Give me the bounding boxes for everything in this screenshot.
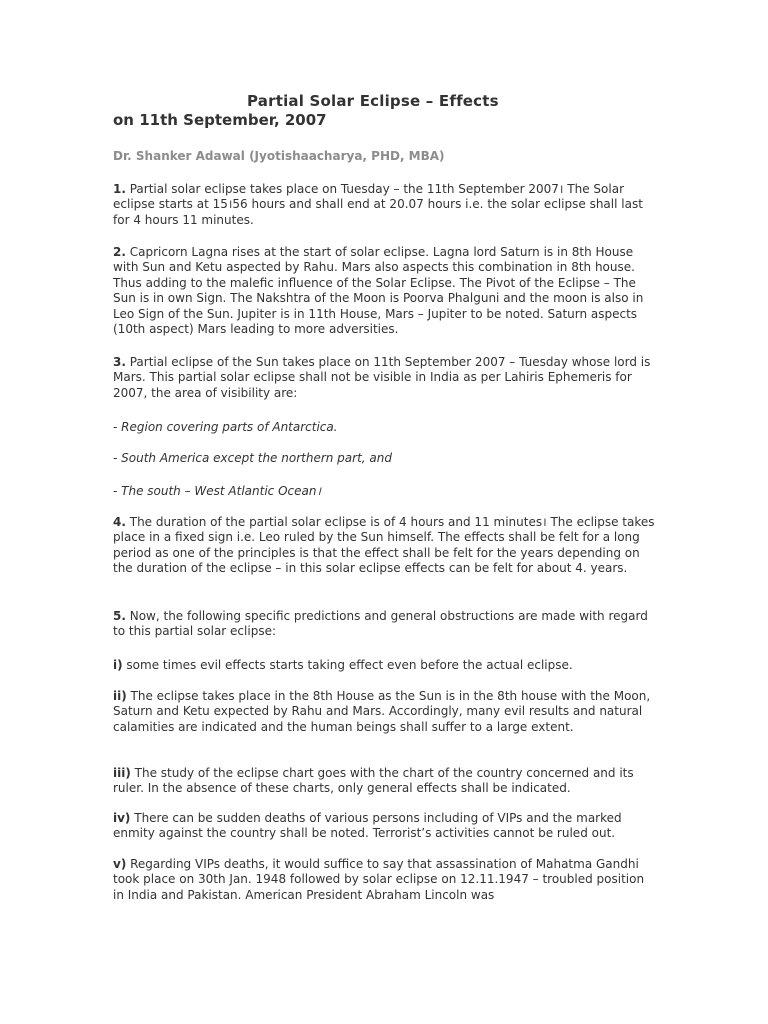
- paragraph-text: There can be sudden deaths of various persons including of VIPs and the marked enmity against the country shall be noted. Terrorist’s activities cannot be ruled out.: [113, 811, 622, 841]
- paragraph-number: i): [113, 658, 123, 672]
- paragraph-1: [113, 182, 658, 228]
- paragraph-number: 3.: [113, 355, 126, 369]
- paragraph-number: iv): [113, 811, 131, 825]
- paragraph-text: Regarding VIPs deaths, it would suffice to say that assassination of Mahatma Gandhi took place on 30th Jan. 1948 followed by solar eclipse on 12.11.1947 – troubled position in India and Pakistan. American President Abraham Lincoln was: [113, 857, 645, 902]
- paragraph-text: The duration of the partial solar eclipse is of 4 hours and 11 minutes। The eclipse takes place in a fixed sign i.e. Leo ruled by the Sun himself. The effects shall be felt for a long period as one of the principles is that the effect shall be felt for the years depending on the duration of the eclipse – in this solar eclipse effects can be felt for about 4. years.: [113, 515, 655, 576]
- paragraph-number: 4.: [113, 515, 126, 529]
- prediction-v: [113, 857, 658, 903]
- paragraph-text: The study of the eclipse chart goes with the chart of the country concerned and its ruler. In the absence of these charts, only general effects shall be indicated.: [113, 766, 634, 796]
- prediction-iv: [113, 811, 658, 842]
- document-subtitle: on 11th September, 2007: [113, 111, 327, 129]
- paragraph-number: v): [113, 857, 127, 871]
- paragraph-number: ii): [113, 689, 127, 703]
- paragraph-number: 1.: [113, 182, 126, 196]
- author-line: Dr. Shanker Adawal (Jyotishaacharya, PHD, MBA): [113, 149, 445, 163]
- visibility-area-item: - The south – West Atlantic Ocean।: [113, 484, 322, 498]
- visibility-area-item: - Region covering parts of Antarctica.: [113, 420, 338, 434]
- paragraph-text: Capricorn Lagna rises at the start of solar eclipse. Lagna lord Saturn is in 8th House with Sun and Ketu aspected by Rahu. Mars also aspects this combination in 8th house. Thus adding to the malefic influence of the Solar Eclipse. The Pivot of the Eclipse – The Sun is in own Sign. The Nakshtra of the Moon is Poorva Phalguni and the moon is also in Leo Sign of the Sun. Jupiter is in 11th House, Mars – Jupiter to be noted. Saturn aspects (10th aspect) Mars leading to more adversities.: [113, 245, 644, 337]
- prediction-i: [113, 658, 658, 673]
- paragraph-number: iii): [113, 766, 131, 780]
- paragraph-text: The eclipse takes place in the 8th House as the Sun is in the 8th house with the Moon, Saturn and Ketu expected by Rahu and Mars. Accordingly, many evil results and natural calamities are indicated and the human beings shall suffer to a large extent.: [113, 689, 651, 734]
- paragraph-4: [113, 515, 658, 577]
- paragraph-text: Partial solar eclipse takes place on Tuesday – the 11th September 2007। The Solar eclipse starts at 15।56 hours and shall end at 20.07 hours i.e. the solar eclipse shall last for 4 hours 11 minutes.: [113, 182, 643, 227]
- paragraph-text: some times evil effects starts taking effect even before the actual eclipse.: [122, 658, 573, 672]
- document-title: Partial Solar Eclipse – Effects: [247, 92, 499, 110]
- paragraph-number: 5.: [113, 609, 126, 623]
- paragraph-2: [113, 245, 658, 337]
- paragraph-text: Now, the following specific predictions and general obstructions are made with regard to this partial solar eclipse:: [113, 609, 648, 639]
- paragraph-3: [113, 355, 658, 401]
- prediction-iii: [113, 766, 658, 797]
- visibility-area-item: - South America except the northern part, and: [113, 451, 392, 465]
- paragraph-text: Partial eclipse of the Sun takes place on 11th September 2007 – Tuesday whose lord is Mars. This partial solar eclipse shall not be visible in India as per Lahiris Ephemeris for 2007, the area of visibility are:: [113, 355, 651, 400]
- paragraph-number: 2.: [113, 245, 126, 259]
- prediction-ii: [113, 689, 658, 735]
- paragraph-5: [113, 609, 658, 640]
